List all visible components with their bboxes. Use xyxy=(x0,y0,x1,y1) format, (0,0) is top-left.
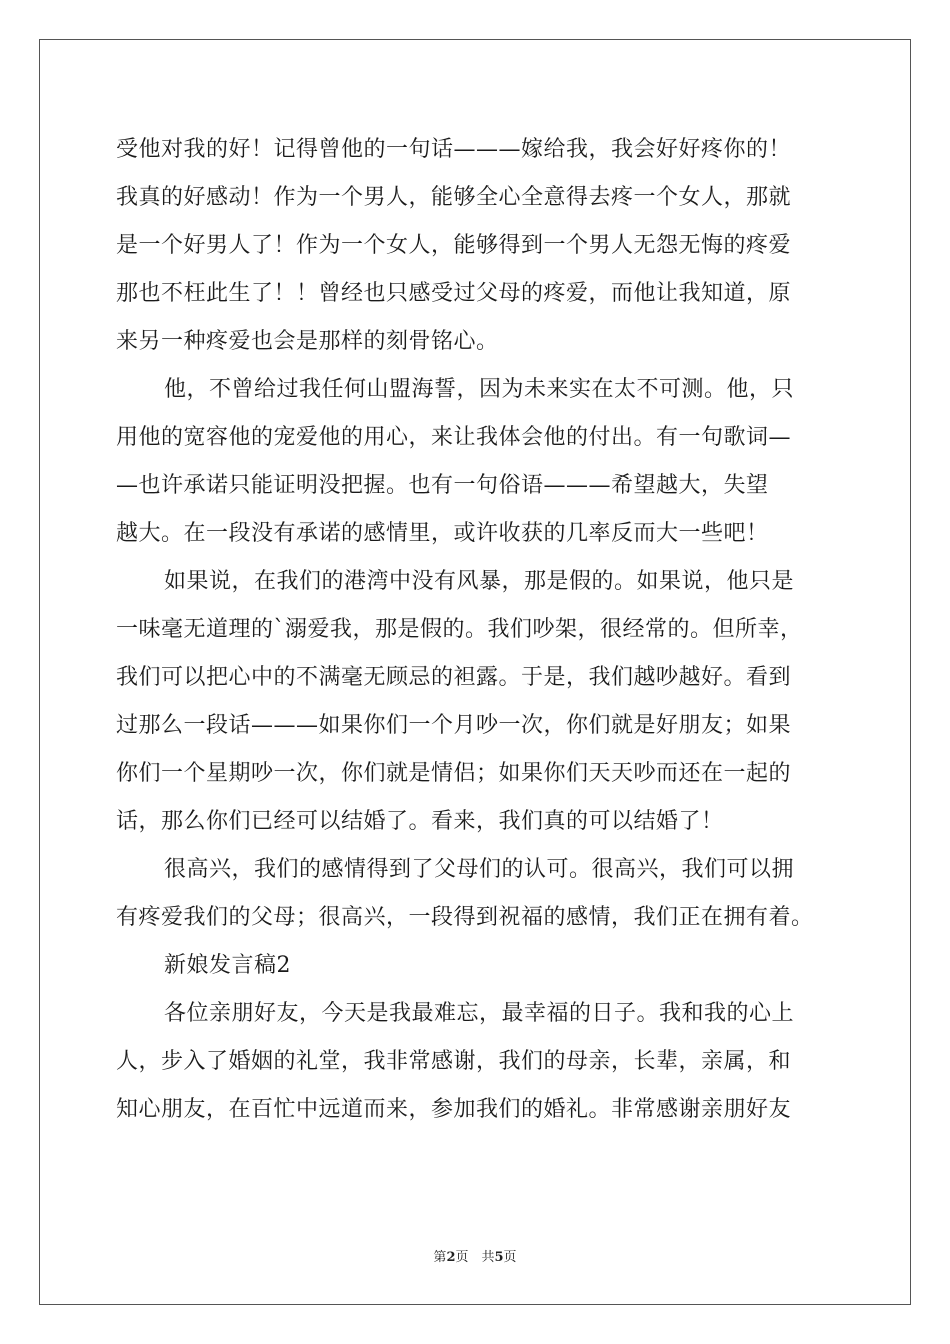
section-heading: 新娘发言稿2 xyxy=(164,953,291,978)
total-page-count: 5 xyxy=(494,1250,504,1265)
text-line: 那也不枉此生了！！曾经也只感受过父母的疼爱，而他让我知道，原 xyxy=(116,281,792,306)
footer-suffix: 页 xyxy=(503,1250,517,1265)
text-line: —也许承诺只能证明没把握。也有一句俗语———希望越大，失望 xyxy=(116,473,769,498)
text-line: 用他的宽容他的宠爱他的用心，来让我体会他的付出。有一句歌词— xyxy=(116,425,792,450)
footer-middle: 页 共 xyxy=(455,1250,495,1265)
text-line: 人，步入了婚姻的礼堂，我非常感谢，我们的母亲，长辈，亲属，和 xyxy=(116,1049,792,1074)
text-line: 话，那么你们已经可以结婚了。看来，我们真的可以结婚了！ xyxy=(116,809,724,834)
page-footer xyxy=(0,1246,950,1265)
text-line: 越大。在一段没有承诺的感情里，或许收获的几率反而大一些吧！ xyxy=(116,521,769,546)
text-line: 知心朋友，在百忙中远道而来，参加我们的婚礼。非常感谢亲朋好友 xyxy=(116,1097,792,1122)
text-line: 有疼爱我们的父母；很高兴，一段得到祝福的感情，我们正在拥有着。 xyxy=(116,905,814,930)
text-line: 过那么一段话———如果你们一个月吵一次，你们就是好朋友；如果 xyxy=(116,713,792,738)
text-line: 你们一个星期吵一次，你们就是情侣；如果你们天天吵而还在一起的 xyxy=(116,761,792,786)
footer-prefix: 第 xyxy=(433,1250,447,1265)
document-body xyxy=(116,126,851,1134)
current-page-number: 2 xyxy=(446,1250,456,1265)
paragraph-start-line: 各位亲朋好友，今天是我最难忘，最幸福的日子。我和我的心上 xyxy=(164,1001,795,1026)
text-line: 我们可以把心中的不满毫无顾忌的袒露。于是，我们越吵越好。看到 xyxy=(116,665,792,690)
text-line: 受他对我的好！记得曾他的一句话———嫁给我，我会好好疼你的！ xyxy=(116,137,792,162)
text-line: 一味毫无道理的`溺爱我，那是假的。我们吵架，很经常的。但所幸， xyxy=(116,617,803,642)
paragraph-start-line: 他，不曾给过我任何山盟海誓，因为未来实在太不可测。他，只 xyxy=(164,377,795,402)
text-line: 是一个好男人了！作为一个女人，能够得到一个男人无怨无悔的疼爱 xyxy=(116,233,792,258)
paragraph-start-line: 如果说，在我们的港湾中没有风暴，那是假的。如果说，他只是 xyxy=(164,569,795,594)
paragraph-start-line: 很高兴，我们的感情得到了父母们的认可。很高兴，我们可以拥 xyxy=(164,857,795,882)
text-line: 我真的好感动！作为一个男人，能够全心全意得去疼一个女人，那就 xyxy=(116,185,792,210)
text-line: 来另一种疼爱也会是那样的刻骨铭心。 xyxy=(116,329,499,354)
